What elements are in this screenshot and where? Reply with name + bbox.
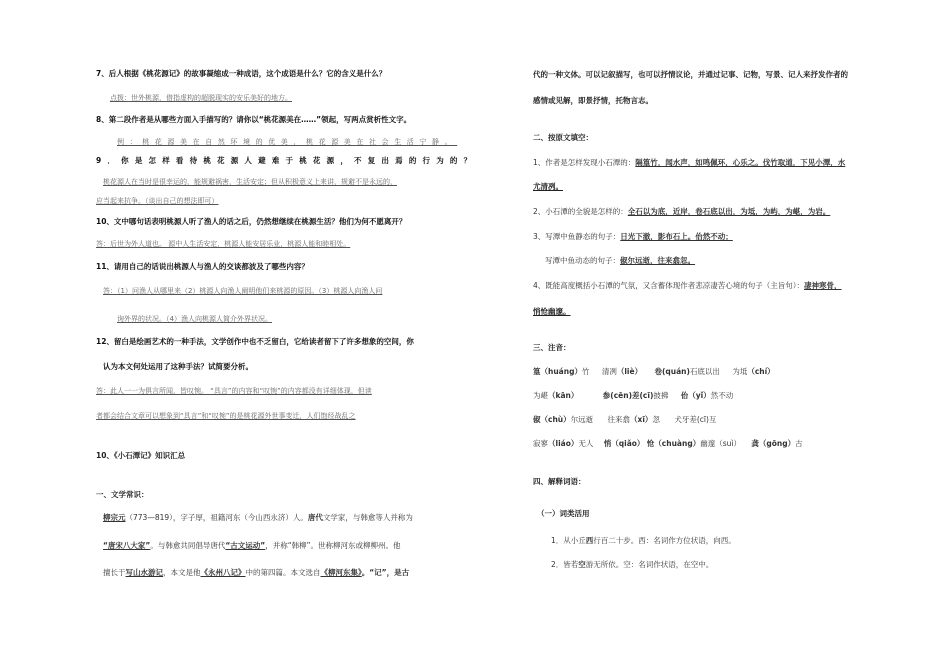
keyword: 西 [585,536,594,545]
pinyin: （kān） [548,391,579,400]
pinyin: （xī） [630,415,653,424]
term-guwen-movement: “古文运动” [225,541,266,550]
text: 互 [708,415,717,424]
word: 为嵁 [533,391,548,400]
answer-8: 例：桃花源美在自然环境的优美，桃花源美在社会生活宁静。 [117,138,458,146]
word: 佁 [680,391,689,400]
question-7: 7、后人根据《桃花源记》的故事凝缩成一种成语，这个成语是什么？它的含义是什么？ [96,69,387,78]
answer-11-line-1: 答：（1）问渔人从哪里来（2）桃源人向渔人阐明他们来桃源的原因。（3）桃源人向渔人问 [103,287,383,295]
text: 中的第四篇。本文选自 [245,568,321,577]
word: 寂寥 [533,439,548,448]
question-10: 10、文中哪句话表明桃源人听了渔人的话之后，仍然想继续在桃源生活？他们为何不愿离开？ [96,217,407,226]
text: 2、小石潭的全貌是怎样的： [533,207,628,216]
word: 犬牙差(cī) [674,415,709,424]
pinyin: （liáo） [548,439,579,448]
text: ，并称“韩柳”。世称柳河东或柳柳州。他 [265,541,401,550]
text: （773—819），字子厚，祖籍河东（今山西永济）人。 [125,513,308,522]
text: 写潭中鱼动态的句子： [545,256,620,265]
genre-line-2: 感情或见解，即景抒情，托物言志。 [533,96,653,105]
pinyin-row-3 [533,415,716,425]
section-title: 10、《小石潭记》知识汇总 [96,451,186,460]
pinyin: （qiǎo） [611,439,645,448]
word: 俶 [533,415,541,424]
fill-3-line-1 [533,232,733,242]
text: 披拂 [653,391,669,400]
pinyin: （liè） [616,367,643,376]
fill-4-line-2: 悄怆幽邃。 [533,307,571,316]
text: 竹 [581,367,590,376]
pinyin: （chuàng） [654,439,701,448]
heading-literary-knowledge: 一、文学常识： [96,490,149,499]
text: 古 [795,439,803,448]
text: 幽邃（suì） [700,439,741,448]
pinyin: （gōng） [758,439,796,448]
fill-2-answer: 全石以为底，近岸，卷石底以出，为坻，为屿，为嵁，为岩。 [627,207,831,216]
fill-3-answer-a: 日光下澈，影布石上。佁然不动； [620,232,733,241]
pinyin: （yǐ） [688,391,711,400]
pinyin: （huáng） [540,367,582,376]
heading-fill-in: 二、按原文填空： [533,133,593,142]
text: 擅长于 [103,568,126,577]
word: 龚 [751,439,759,448]
fill-3-line-2 [545,256,695,266]
question-12-line-1: 12、留白是绘画艺术的一种手法，文学创作中也不乏留白，它给读者留下了许多想象的空间，你 [96,337,414,346]
question-12-line-2: 认为本文何处运用了这种手法？试简要分析。 [103,362,253,371]
heading-explain: 四、解释词语： [533,477,586,486]
heading-word-usage: （一）词类活用 [537,509,590,518]
term-liuhedong-ji: 《柳河东集》 [320,568,362,577]
word: 往来翕 [607,415,631,424]
answer-12-line-2: 者都会结合文章可以想象到“具言”和“叹惋”的是桃花源外世事变迁，人们饱经战乱之 [96,412,356,420]
heading-pinyin: 三、注音： [533,343,571,352]
explain-2 [551,560,713,570]
text: ，本文是他 [163,568,201,577]
text: 4、既能高度概括小石潭的气氛，又含蓄体现作者悲凉凄苦心境的句子（主旨句）： [533,281,805,290]
word: 为坻 [732,367,748,376]
author-name: 柳宗元 [103,513,126,522]
answer-7: 点拨：世外桃源，借指虚构的超脱现实的安乐美好的地方。 [110,94,292,102]
question-9: 9．你是怎样看待桃花源人避难于桃花源，不复出焉的行为的？ [96,156,478,165]
question-8: 8、第二段作者是从哪些方面入手描写的？请你以“桃花源美在……”领起，写两点赏析性文字。 [96,115,412,124]
para-1-line-1 [103,513,413,523]
text: 。与韩愈共同倡导唐代 [150,541,226,550]
term-yongzhou-bаji: 《永州八记》 [200,568,246,577]
term-travel-notes: 写山水游记 [125,568,163,577]
fill-1-line-1 [533,158,845,168]
text: 行百二十步。西：名词作方位状语，向西。 [593,536,736,545]
text: 1、作者是怎样发现小石潭的： [533,158,636,167]
answer-9-line-1: 桃花源人在当时是很幸运的，能规避祸害，生活安定；但从积极意义上来讲，规避不是永远的， [103,178,397,186]
word: 参(cēn)差(cī) [602,391,654,400]
text: 1．从小丘 [551,536,586,545]
answer-12-line-1: 答：此人一一为俱言所闻，皆叹惋。 “具言”的内容和“叹惋”的内容都没有详细体现，但读 [96,387,372,395]
word: 卷 [654,367,662,376]
answer-11-line-2: 询外界的状况。（4）渔人向桃源人简介外界状况。 [117,315,272,323]
question-11: 11、请用自己的话说出桃源人与渔人的交谈都波及了哪些内容？ [96,262,309,271]
term-eight-masters: “唐宋八大家” [103,541,151,550]
answer-10: 答：后世为外人道也。 源中人生活安定，桃源人能安居乐业，桃源人能和睦相处。 [96,240,351,248]
genre-line-1: 代的一种文体。可以记叙描写，也可以抒情议论，并通过记事、记物，写景、记人来抒发作者的 [533,70,848,79]
text: 尔远逝 [570,415,594,424]
fill-4-line-1 [533,281,842,291]
keyword: 空 [578,560,586,569]
pinyin-row-1 [533,367,775,377]
para-1-line-3 [103,568,409,578]
pinyin: （chù） [540,415,571,424]
pinyin-row-2 [533,391,733,401]
fill-1-answer: 隔篁竹，闻水声，如鸣佩环，心乐之。伐竹取道，下见小潭，水 [635,158,846,167]
text: 然不动 [710,391,734,400]
para-1-line-2 [103,541,401,551]
text: 3、写潭中鱼静态的句子： [533,232,621,241]
pinyin-row-4 [533,439,803,449]
pinyin: (quán) [661,367,690,376]
word: 篁 [533,367,541,376]
fill-4-answer-a: 凄神寒骨， [804,281,842,290]
text: 。“记”，是古 [361,568,410,577]
fill-2 [533,207,830,217]
pinyin: （chí） [747,367,775,376]
text: 文学家，与韩愈等人并称为 [322,513,413,522]
word: 清冽 [601,367,617,376]
explain-1 [551,536,736,546]
text: 游无所依。空：名词作状语，在空中。 [585,560,714,569]
text: 2．皆若 [551,560,579,569]
text: 无人 [578,439,594,448]
fill-3-answer-b: 俶尔远逝，往来翕忽。 [620,256,695,265]
word: 怆 [646,439,655,448]
word: 悄 [603,439,612,448]
text: 石底以出 [689,367,720,376]
answer-9-line-2: 应当起来抗争。（谈出自己的想法即可） [96,197,219,205]
dynasty: 唐代 [307,513,323,522]
fill-1-line-2: 尤清冽。 [533,182,563,191]
text: 忽 [652,415,660,424]
